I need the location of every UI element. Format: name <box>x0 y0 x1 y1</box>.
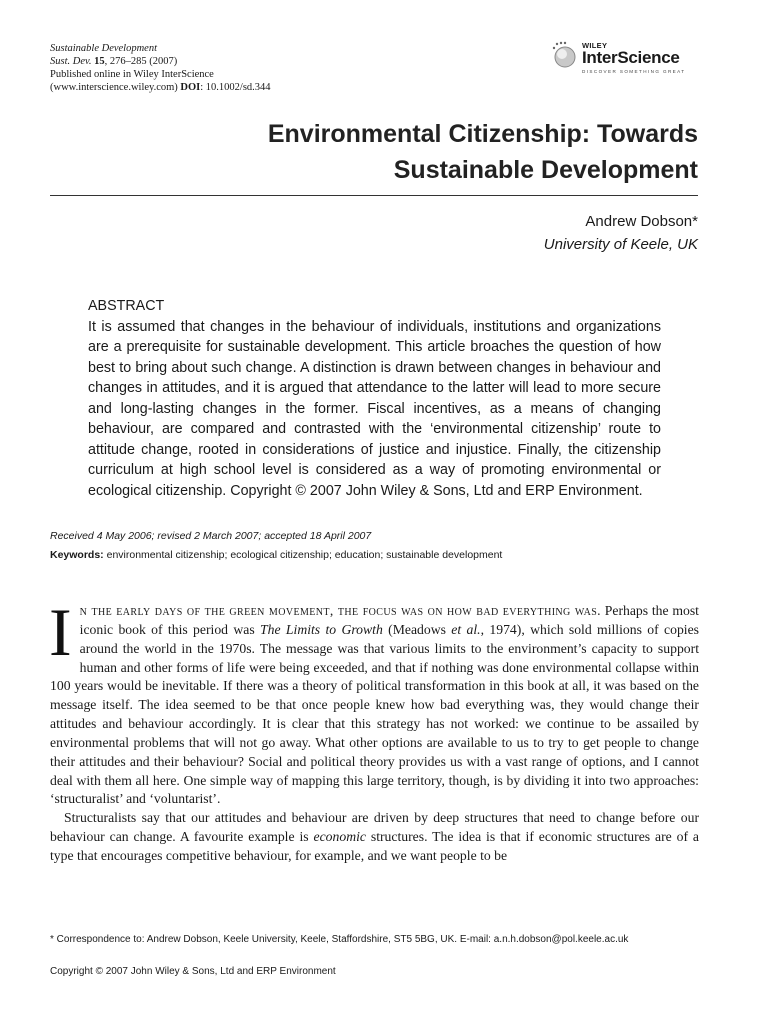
keywords-label: Keywords: <box>50 549 104 561</box>
title-line-1: Environmental Citizenship: Towards <box>267 120 698 148</box>
opening-small-caps: n the early days of the green movement, the focus was on how bad everything was. <box>79 603 601 618</box>
title-line-2: Sustainable Development <box>393 156 698 184</box>
keywords-text: environmental citizenship; ecological citizenship; education; sustainable development <box>103 549 503 561</box>
journal-url: (www.interscience.wiley.com) <box>50 82 178 93</box>
et-al: et al. <box>451 621 481 637</box>
body-text <box>49 594 700 866</box>
citation-volume: 15 <box>94 56 105 67</box>
journal-info <box>50 42 271 94</box>
drop-cap: I <box>49 594 72 670</box>
author-block <box>544 210 698 256</box>
author-affiliation: University of Keele, UK <box>543 236 698 253</box>
body-paragraph-1 <box>49 594 699 809</box>
logo-product: InterScience <box>582 48 680 67</box>
journal-name: Sustainable Development <box>50 43 158 54</box>
body-text-run: , 1974), which sold millions of copies around the world in the 1970s. The message was that various limits to the environment’s capacity to support human and other forms of life were being exceeded, and that if nothing was done environmental collapse within 100 years would be inevitable. If there was a theory of political transformation in this book at all, it was based on the message itself. The idea seemed to be that once people knew how bad everything was, they would change their attitudes and behaviour accordingly. It is clear that this strategy has not worked: we continue to be assailed by environmental problems that will not go away. What other options are available to us to try to get people to change their attitudes and their behaviour? Social and political theory provides us with a vast range of options, and I cannot deal with them all here. One simple way of mapping this large territory, though, is by dividing it into two approaches: ‘structuralist’ and ‘voluntarist’. <box>50 621 699 807</box>
correspondence-footnote: * Correspondence to: Andrew Dobson, Keele University, Keele, Staffordshire, ST5 5BG, UK. E-mail: a.n.h.dobson@pol.keele.ac.uk <box>50 934 629 945</box>
body-text-run: (Meadows <box>382 621 452 637</box>
doi-line <box>50 81 271 94</box>
article-title <box>98 116 698 188</box>
body-text-run: Perhaps the most iconic book of this period was <box>79 603 699 637</box>
doi-label: DOI <box>180 82 201 93</box>
author-name: Andrew Dobson* <box>585 213 698 230</box>
book-title: The Limits to Growth <box>260 621 383 637</box>
body-text-run: structures. The idea is that if economic structures are of a type that encourages competitive behaviour, for example, and we want people to be <box>50 829 700 863</box>
keywords <box>50 549 502 561</box>
emphasis-economic: economic <box>313 829 366 845</box>
wiley-interscience-logo <box>552 40 702 78</box>
abstract <box>88 296 661 501</box>
abstract-text: It is assumed that changes in the behaviour of individuals, institutions and organizations are a prerequisite for sustainable development. This article broaches the question of how best to bring about such change. A distinction is drawn between changes in behaviour and changes in attitudes, and it is argued that attendance to the latter will lead to more secure and long-lasting changes in the former. Fiscal incentives, as a means of changing behaviour, are compared and contrasted with the ‘environmental citizenship’ route to attitude change, rooted in considerations of justice and injustice. Finally, the citizenship curriculum at high school level is considered as a way of promoting environmental or ecological citizenship. Copyright © 2007 John Wiley & Sons, Ltd and ERP Environment. <box>88 318 661 499</box>
body-paragraph-2 <box>50 809 699 866</box>
abstract-heading: ABSTRACT <box>88 298 165 314</box>
citation-abbrev: Sust. Dev. <box>50 56 92 67</box>
received-dates: Received 4 May 2006; revised 2 March 2007; accepted 18 April 2007 <box>50 530 372 542</box>
published-online: Published online in Wiley InterScience <box>50 69 214 80</box>
copyright-footer: Copyright © 2007 John Wiley & Sons, Ltd and ERP Environment <box>50 966 336 977</box>
body-text-run: Structuralists say that our attitudes and behaviour are driven by deep structures that need to change before our behaviour can change. A favourite example is <box>50 810 699 845</box>
globe-icon <box>552 40 580 72</box>
logo-publisher: WILEY <box>582 41 608 50</box>
title-rule <box>50 195 698 196</box>
journal-citation <box>50 55 271 68</box>
citation-pages: , 276–285 (2007) <box>104 56 178 67</box>
logo-tagline: DISCOVER SOMETHING GREAT <box>582 69 686 74</box>
doi-value: : 10.1002/sd.344 <box>200 82 271 93</box>
